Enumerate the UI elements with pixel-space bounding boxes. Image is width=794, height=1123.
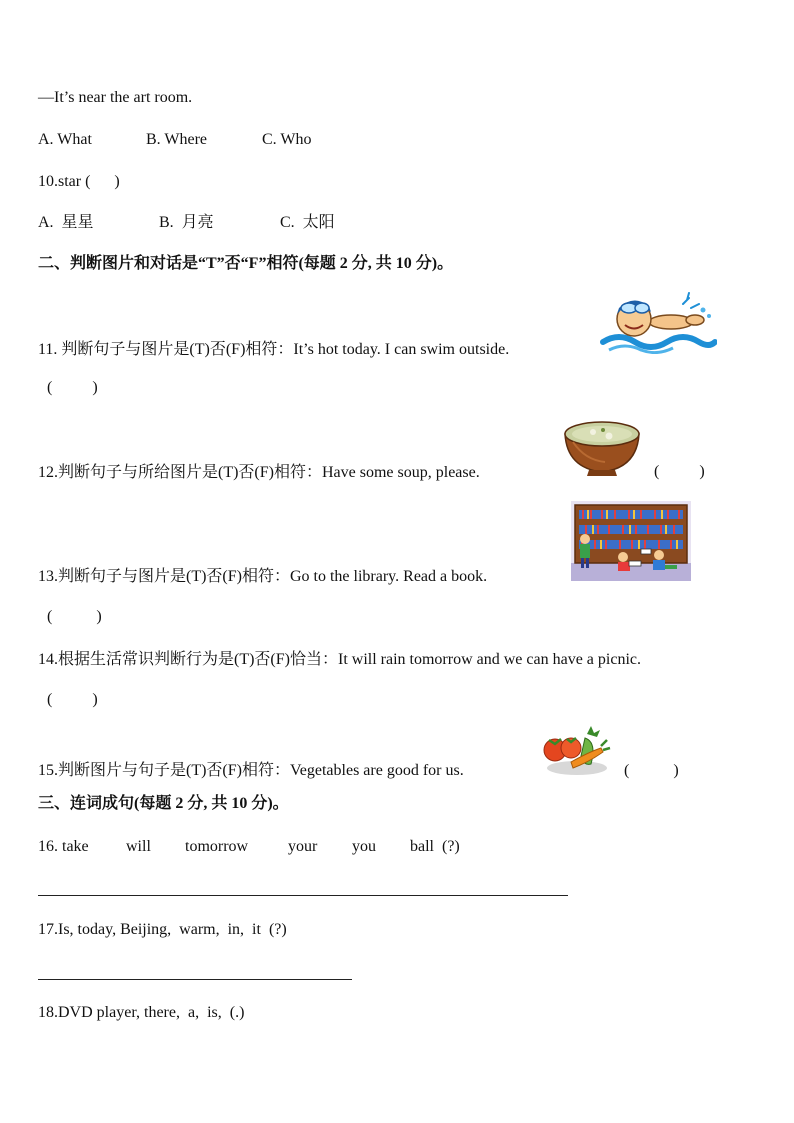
vegetables-picture: [541, 722, 611, 776]
q16-word: you: [352, 838, 376, 855]
q17-answer-line[interactable]: [38, 979, 352, 980]
q15-answer-paren[interactable]: ( ): [624, 762, 679, 779]
q14-text: 14.根据生活常识判断行为是(T)否(F)恰当：It will rain tomorrow and we can have a picnic.: [38, 651, 641, 668]
section-2-heading: 二、判断图片和对话是“T”否“F”相符(每题 2 分, 共 10 分)。: [38, 255, 454, 272]
q9-option-a: A. What: [38, 131, 92, 148]
q15-text: 15.判断图片与句子是(T)否(F)相符：Vegetables are good for us.: [38, 762, 464, 779]
q10-option-b: B. 月亮: [159, 214, 214, 231]
q9-option-c: C. Who: [262, 131, 312, 148]
q16-word: 16. take: [38, 838, 89, 855]
q10-stem: 10.star ( ): [38, 173, 120, 190]
q13-text: 13.判断句子与图片是(T)否(F)相符：Go to the library. Read a book.: [38, 568, 488, 585]
q11-answer-paren[interactable]: ( ): [47, 379, 98, 396]
q16-word: tomorrow: [185, 838, 249, 855]
q13-answer-paren[interactable]: ( ): [47, 608, 102, 625]
q10-option-a: A. 星星: [38, 214, 94, 231]
library-picture: [571, 501, 691, 581]
q10-option-c: C. 太阳: [280, 214, 335, 231]
q12-answer-paren[interactable]: ( ): [654, 463, 705, 480]
q12-text: 12.判断句子与所给图片是(T)否(F)相符：Have some soup, please.: [38, 464, 480, 481]
q14-answer-paren[interactable]: ( ): [47, 691, 98, 708]
q16-answer-line[interactable]: [38, 895, 568, 896]
q16-word: ball (?): [410, 838, 460, 855]
q16-word: will: [126, 838, 151, 855]
q11-text: 11. 判断句子与图片是(T)否(F)相符：It’s hot today. I can swim outside.: [38, 341, 510, 358]
section-3-heading: 三、连词成句(每题 2 分, 共 10 分)。: [38, 795, 289, 812]
q18-text: 18.DVD player, there, a, is, (.): [38, 1004, 245, 1021]
q16-word: your: [288, 838, 318, 855]
swimming-boy-picture: [599, 292, 717, 354]
q17-text: 17.Is, today, Beijing, warm, in, it (?): [38, 921, 287, 938]
q9-answer-line: —It’s near the art room.: [38, 89, 193, 106]
q9-option-b: B. Where: [146, 131, 208, 148]
soup-bowl-picture: [561, 416, 643, 478]
